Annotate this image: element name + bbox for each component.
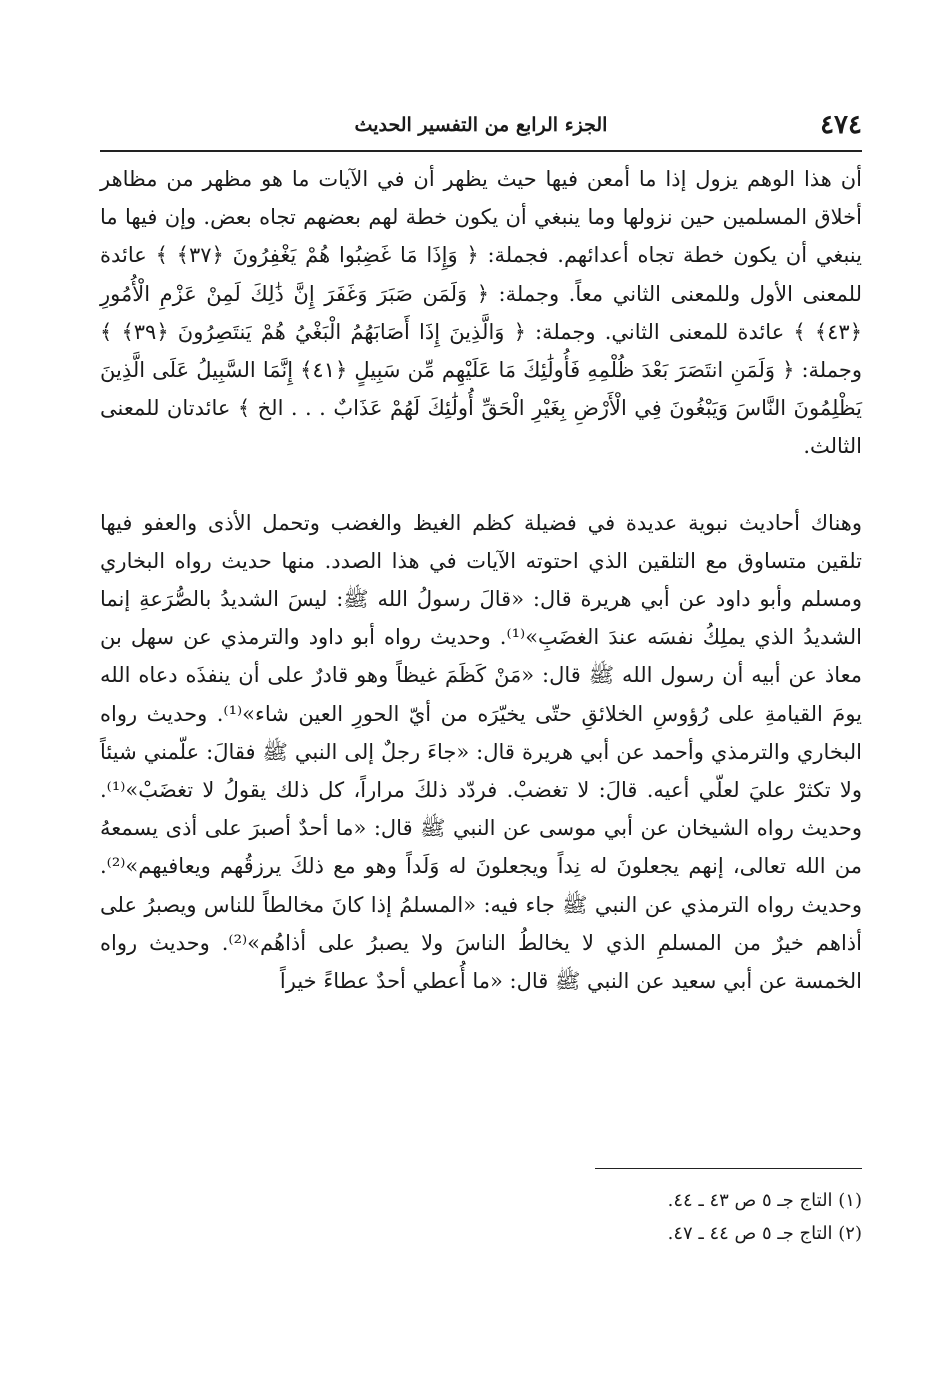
- footnote: (١) التاج جـ ٥ ص ٤٣ ـ ٤٤.: [667, 1190, 862, 1211]
- paragraph: أن هذا الوهم يزول إذا ما أمعن فيها حيث يظهر أن في الآيات ما هو مظهر من مظاهر أخلاق المسلمين حين نزولها وما ينبغي أن يكون خطة لهم بعضهم تجاه بعض. وإن فيها ما ينبغي أن يكون خطة تجاه أعدائهم. فجملة: ﴿ وَإِذَا مَا غَضِبُوا هُمْ يَغْفِرُونَ ﴿٣٧﴾ ﴾ عائدة للمعنى الأول وللمعنى الثاني معاً. وجملة: ﴿ وَلَمَن صَبَرَ وَغَفَرَ إِنَّ ذَٰلِكَ لَمِنْ عَزْمِ الْأُمُورِ ﴿٤٣﴾ ﴾ عائدة للمعنى الثاني. وجملة: ﴿ وَالَّذِينَ إِذَا أَصَابَهُمُ الْبَغْيُ هُمْ يَنتَصِرُونَ ﴿٣٩﴾ ﴾ وجملة: ﴿ وَلَمَنِ انتَصَرَ بَعْدَ ظُلْمِهِ فَأُولَٰئِكَ مَا عَلَيْهِم مِّن سَبِيلٍ ﴿٤١﴾ إِنَّمَا السَّبِيلُ عَلَى الَّذِينَ يَظْلِمُونَ النَّاسَ وَيَبْغُونَ فِي الْأَرْضِ بِغَيْرِ الْحَقِّ أُولَٰئِكَ لَهُمْ عَذَابٌ . . . الخ ﴾ عائدتان للمعنى الثالث.: [100, 167, 862, 459]
- footnote-rule: [595, 1168, 862, 1169]
- footnote: (٢) التاج جـ ٥ ص ٤٤ ـ ٤٧.: [667, 1223, 862, 1244]
- page-header: [100, 110, 862, 140]
- footnotes: [100, 1184, 862, 1250]
- body-text: [100, 160, 862, 1000]
- paragraph: وهناك أحاديث نبوية عديدة في فضيلة كظم الغيظ والغضب وتحمل الأذى والعفو فيها تلقين متساوق مع التلقين الذي احتوته الآيات في هذا الصدد. منها حديث رواه البخاري ومسلم وأبو داود عن أبي هريرة قال: «قالَ رسولُ الله ﷺ: ليسَ الشديدُ بالصُّرَعةِ إنما الشديدُ الذي يملِكُ نفسَه عندَ الغضَبِ»⁽¹⁾. وحديث رواه أبو داود والترمذي عن سهل بن معاذ عن أبيه أن رسول الله ﷺ قال: «مَنْ كَظَمَ غيظاً وهو قادرٌ على أن ينفذَه دعاه الله يومَ القيامةِ على رُؤوسِ الخلائقِ حتّى يخيّرَه من أيّ الحورِ العين شاء»⁽¹⁾. وحديث رواه البخاري والترمذي وأحمد عن أبي هريرة قال: «جاءَ رجلٌ إلى النبي ﷺ فقالَ: علّمني شيئاً ولا تكثرْ عليَ لعلّي أعيه. قالَ: لا تغضبْ. فردّد ذلكَ مراراً، كل ذلك يقولُ لا تغضَبْ»⁽¹⁾. وحديث رواه الشيخان عن أبي موسى عن النبي ﷺ قال: «ما أحدٌ أصبرَ على أذى يسمعهُ من الله تعالى، إنهم يجعلونَ له نِداً ويجعلونَ له وَلَداً وهو مع ذلكَ يرزقُهم ويعافيهم»⁽²⁾. وحديث رواه الترمذي عن النبي ﷺ جاء فيه: «المسلمُ إذا كانَ مخالطاً للناس ويصبرُ على أذاهم خيرٌ من المسلمِ الذي لا يخالطُ الناسَ ولا يصبرُ على أذاهُم»⁽²⁾. وحديث رواه الخمسة عن أبي سعيد عن النبي ﷺ قال: «ما أُعطي أحدٌ عطاءً خيراً: [100, 510, 863, 994]
- running-title: الجزء الرابع من التفسير الحديث: [354, 114, 608, 136]
- page-number: ٤٧٤: [820, 110, 862, 140]
- header-rule: [100, 150, 862, 152]
